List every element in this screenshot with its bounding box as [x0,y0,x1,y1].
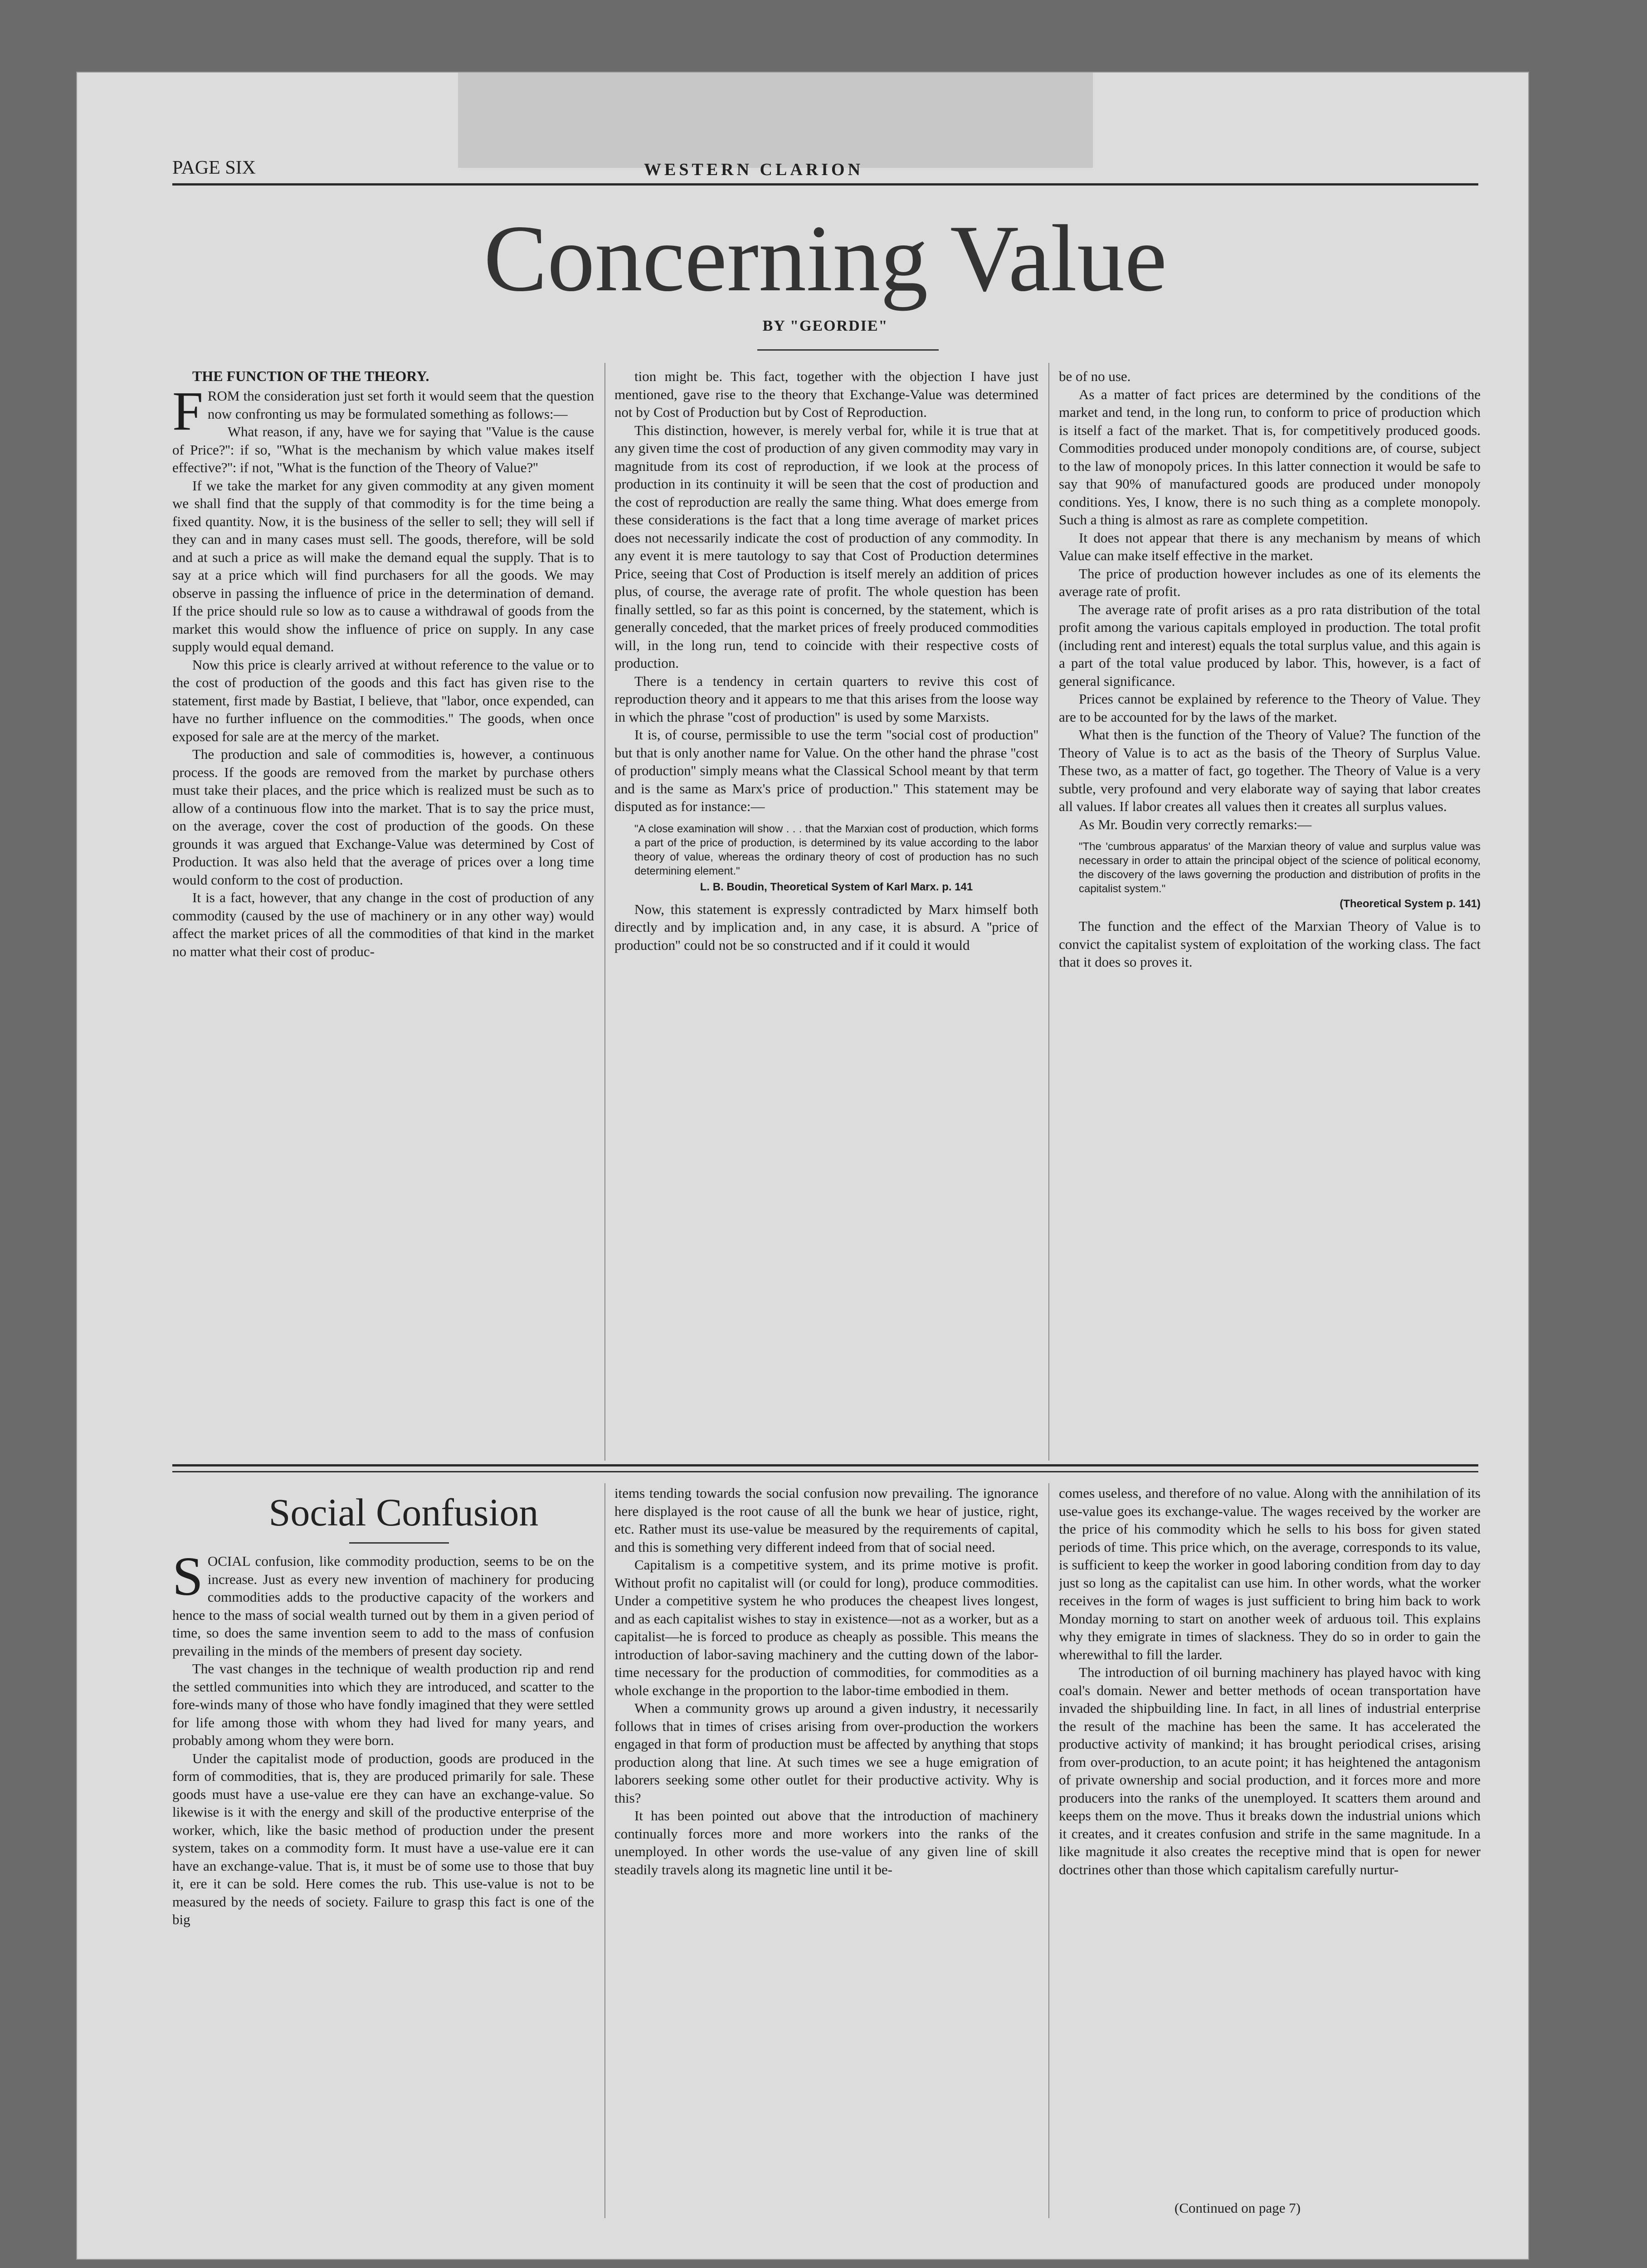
article1-column-3 [1059,367,1481,1461]
article-byline: BY "GEORDIE" [762,318,888,334]
paper-name: WESTERN CLARION [644,160,864,179]
article2-column-3 [1059,1484,1481,2196]
article1-column-1 [172,367,594,1461]
paragraph: tion might be. This fact, together with the objection I have just mentioned, gave rise to the theory that Exchange-Value was determined not by Cost of Production but by Cost of Reproduction. [614,368,1038,420]
article-title: Concerning Value [483,206,1167,311]
paragraph: The price of production however includes as one of its elements the average rate of profit. [1059,565,1481,599]
paragraph: It is, of course, permissible to use the term ''social cost of production'' but that is only another name for Value. On the other hand the phrase ''cost of production'' simply means what the Classical School meant by that term and is the same as Marx's price of production.'' This statement may be disputed as for instance:— [614,727,1038,814]
newspaper-page [77,73,1528,2259]
paragraph: items tending towards the social confusion now prevailing. The ignorance here displayed is the root cause of all the bunk we hear of justice, right, etc. Rather must its use-value be measured by the requirements of capital, and this is something very different indeed from that of social need. [614,1485,1038,1555]
article1-column-2 [614,367,1038,1461]
paragraph: What then is the function of the Theory of Value? The function of the Theory of Value is to act as the basis of the Theory of Surplus Value. These two, as a matter of fact, go together. The Theory of Value is a very subtle, very profound and very elaborate way of saying that labor creates all values. If labor creates all values then it creates all surplus values. [1059,727,1481,814]
quote-source: (Theoretical System p. 141) [1340,898,1481,910]
quote-text: "A close examination will show . . . that the Marxian cost of production, which forms a part of the price of production, is determined by its value according to the labor theory of value, whereas the ordinary theory of cost of production has no such determining element." [634,822,1038,877]
paragraph: The function and the effect of the Marxian Theory of Value is to convict the capitalist system of exploitation of the working class. The fact that it does so proves it. [1059,918,1481,970]
article2-column-1 [172,1552,594,2224]
paragraph: The average rate of profit arises as a pro rata distribution of the total profit among the various capitals employed in production. The total profit (including rent and interest) equals the total surplus value, and this again is a part of the total value produced by labor. This, however, is a fact of general significance. [1059,601,1481,689]
section-title: Social Confusion [268,1491,539,1534]
quote-text: "The 'cumbrous apparatus' of the Marxian theory of value and surplus value was necessary in order to attain the principal object of the science of political economy, the discovery of the laws governing the production and distribution of profits in the capitalist system." [1079,841,1481,895]
title-rule [349,1542,449,1544]
article1-col2-paragraphs [614,367,1038,816]
paragraph: As Mr. Boudin very correctly remarks:— [1079,816,1312,832]
article2-col1-paragraphs [172,1552,594,1929]
paragraph: It is a fact, however, that any change in the cost of production of any commodity (caused by the use of machinery or in any other way) would affect the market prices of all the commodities of that kind in the market no matter what their cost of produc- [172,890,594,959]
column-divider [1048,363,1049,1461]
article1-col3-after-paragraphs [1059,917,1481,971]
quote-source: L. B. Boudin, Theoretical System of Karl Marx. p. 141 [700,880,973,893]
paragraph: There is a tendency in certain quarters to revive this cost of reproduction theory and it appears to me that this arises from the loose way in which the phrase ''cost of production'' is used by some Marxists. [614,673,1038,725]
boudin-quote-2 [1079,840,1481,911]
paragraph: The vast changes in the technique of wealth production rip and rend the settled communities into which they are introduced, and scatter to the fore-winds many of those who have fondly imagined that they were settled for life among those with whom they had lived for many years, and probably among whom they were born. [172,1661,594,1748]
article2-col2-paragraphs [614,1484,1038,1878]
column-divider [1048,1483,1049,2218]
column-divider [604,363,605,1461]
article1-col3-paragraphs [1059,367,1481,833]
paragraph: It does not appear that there is any mechanism by means of which Value can make itself effective in the market. [1059,529,1481,563]
paragraph: This distinction, however, is merely verbal for, while it is true that at any given time the cost of production of any given commodity may vary in magnitude from its cost of reproduction, if we look at the process of production in its continuity it will be seen that the cost of production and the cost of reproduction are really the same thing. What does emerge from these considerations is the fact that a long time average of market prices does not necessarily indicate the cost of production of any commodity. In any event it is mere tautology to say that Cost of Production determines Price, seeing that Cost of Production is itself merely an addition of prices plus, of course, the average rate of profit. The whole question has been finally settled, so far as this point is concerned, by the statement, which is generally conceded, that the market prices of freely produced commodities will, in the long run, tend to coincide with their respective costs of production. [614,422,1038,671]
paragraph: What reason, if any, have we for saying that ''Value is the cause of Price?'': if so, ''What is the mechanism by which value makes itself effective?'': if not, ''What is the function of the Theory of Value?'' [172,424,594,475]
paragraph: Under the capitalist mode of production, goods are produced in the form of commodities, that is, they are produced primarily for sale. These goods must have a use-value ere they can have an exchange-value. So likewise is it with the energy and skill of the productive enterprise of the worker, which, like the basic method of production under the present system, takes on a commodity form. It must have a use-value ere it can have an exchange-value. That is, it must be of some use to those that buy it, ere it can be sold. Here comes the rub. This use-value is not to be measured by the needs of society. Failure to grasp this fact is one of the big [172,1750,594,1927]
paragraph: The production and sale of commodities is, however, a continuous process. If the goods are removed from the market by purchase others must take their places, and the price which is realized must be such as to allow of a continuous flow into the market. That is to say the price must, on the average, cover the cost of production of the goods. On these grounds it was argued that Exchange-Value was determined by Cost of Production. It was also held that the average of prices over a long time would conform to the cost of production. [172,746,594,888]
paragraph: Capitalism is a competitive system, and its prime motive is profit. Without profit no capitalist will (or could for long), produce commodities. Under a competitive system he who produces the cheapest lives longest, and as each capitalist wishes to stay in existence—not as a worker, but as a capitalist—he is forced to produce as cheaply as possible. This means the introduction of labor-saving machinery and the cutting down of the labor-time necessary for the production of commodities, for commodities as a whole exchange in the proportion to the labor-time embodied in them. [614,1557,1038,1698]
article1-col2-after-paragraphs [614,900,1038,954]
article1-subhead: THE FUNCTION OF THE THEORY. [192,368,429,384]
byline-rule [757,349,939,351]
page-header [172,157,1478,186]
article1-col1-paragraphs [172,381,594,960]
continued-notice: (Continued on page 7) [1174,2200,1301,2216]
paragraph: comes useless, and therefore of no value. Along with the annihilation of its use-value goes its exchange-value. The wages received by the worker are the price of his commodity which he sells to his boss for given stated periods of time. This price which, on the average, corresponds to its value, is sufficient to keep the worker in good laboring condition from day to day just so long as the capitalist can use him. In other words, what the worker receives in the form of wages is just sufficient to bring him back to work Monday morning to start on another week of arduous toil. This explains why they emigrate in times of slackness. They do so in order to gain the wherewithal to fill the larder. [1059,1485,1481,1662]
paragraph: Now, this statement is expressly contradicted by Marx himself both directly and by implication and, in any case, it is absurd. A ''price of production'' could not be so constructed and if it could it would [614,901,1038,953]
paragraph: If we take the market for any given commodity at any given moment we shall find that the supply of that commodity is for the time being a fixed quantity. Now, it is the business of the seller to sell; they will sell if they can and in many cases must sell. The goods, therefore, will be sold and at such a price as will make the demand equal the supply. That is to say at a price which will find purchasers for all the goods. We may observe in passing the influence of price in the determination of demand. If the price should rule so low as to cause a withdrawal of goods from the market this would show the influence of price on supply. In any case supply would equal demand. [172,477,594,655]
paragraph: As a matter of fact prices are determined by the conditions of the market and tend, in the long run, to conform to price of production which is itself a fact of the market. That is, for competitively produced goods. Commodities produced under monopoly conditions are, of course, subject to the law of monopoly prices. In this latter connection it would be safe to say that 90% of manufactured goods are produced under monopoly conditions. Yes, I know, there is no such thing as a complete monopoly. Such a thing is almost as rare as complete competition. [1059,386,1481,528]
page-number: PAGE SIX [172,157,256,178]
paragraph: SOCIAL confusion, like commodity production, seems to be on the increase. Just as every new invention of machinery for producing commodities adds to the productive capacity of the workers and hence to the mass of social wealth turned out by them in a given period of time, so does the same invention seem to add to the mass of confusion prevailing in the minds of the members of present day society. [172,1552,594,1659]
paragraph: When a community grows up around a given industry, it necessarily follows that in times of crises arising from over-production the workers engaged in that form of production must be affected by anything that stops production along that line. At such times we see a huge emigration of laborers seeking some other outlet for their productive activity. Why is this? [614,1700,1038,1806]
paragraph: The introduction of oil burning machinery has played havoc with king coal's domain. Newer and better methods of ocean transportation have invaded the shipbuilding line. In fact, in all lines of industrial enterprise the result of the machine has been the same. It has accelerated the productive activity of mankind; it has brought periodical crises, arising from over-production, to an acute point; it has heightened the antagonism of private ownership and social production, and it forces more and more producers into the ranks of the unemployed. It scatters them around and keeps them on the move. Thus it breaks down the industrial unions which it creates, and it creates confusion and strife in the same magnitude. In a like magnitude it also creates the receptive mind that is open for newer doctrines other than those which capitalism carefully nurtur- [1059,1664,1481,1877]
paragraph: Prices cannot be explained by reference to the Theory of Value. They are to be accounted for by the laws of the market. [1059,691,1481,725]
paragraph: It has been pointed out above that the introduction of machinery continually forces more and more workers into the ranks of the unemployed. In other words the use-value of any given line of skill steadily travels along its magnetic line until it be- [614,1808,1038,1877]
section-divider [172,1464,1478,1472]
article2-col3-paragraphs [1059,1484,1481,1878]
tape-strip [458,73,1093,168]
paragraph: Now this price is clearly arrived at without reference to the value or to the cost of production of the goods and this fact has given rise to the statement, first made by Bastiat, I believe, that ''labor, once expended, can have no further influence on the commodities.'' The goods, when once exposed for sale are at the mercy of the market. [172,656,594,744]
boudin-quote [634,822,1038,894]
paragraph: FROM the consideration just set forth it would seem that the question now confronting us may be formulated something as follows:— [172,381,594,442]
column-divider [604,1483,605,2218]
article2-column-2 [614,1484,1038,2224]
paragraph: be of no use. [1059,368,1131,384]
